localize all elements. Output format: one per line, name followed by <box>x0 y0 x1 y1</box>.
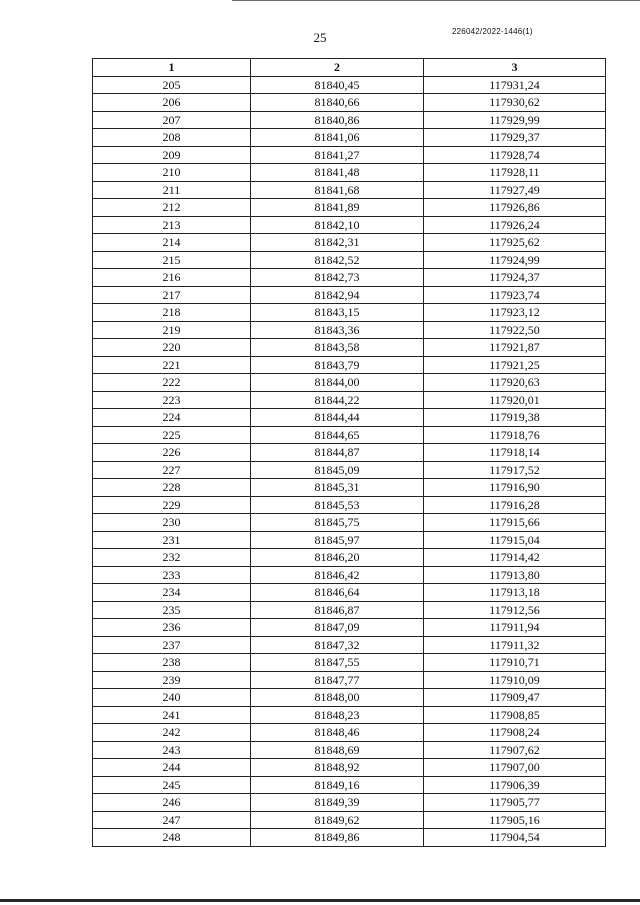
y-coordinate-cell: 117929,99 <box>424 111 606 129</box>
x-coordinate-cell: 81847,55 <box>251 654 424 672</box>
x-coordinate-cell: 81846,20 <box>251 549 424 567</box>
table-header <box>93 59 606 77</box>
x-coordinate-cell: 81847,32 <box>251 636 424 654</box>
page-number: 25 <box>313 30 327 45</box>
y-coordinate-cell: 117925,62 <box>424 234 606 252</box>
table-row <box>93 146 606 164</box>
table-row <box>93 706 606 724</box>
table-row <box>93 356 606 374</box>
table-row <box>93 391 606 409</box>
point-number-cell: 234 <box>93 584 251 602</box>
table-row <box>93 321 606 339</box>
bottom-rule <box>0 899 640 902</box>
y-coordinate-cell: 117928,11 <box>424 164 606 182</box>
table-row <box>93 129 606 147</box>
point-number-cell: 209 <box>93 146 251 164</box>
point-number-cell: 238 <box>93 654 251 672</box>
table-row <box>93 566 606 584</box>
x-coordinate-cell: 81845,97 <box>251 531 424 549</box>
table-row <box>93 286 606 304</box>
table-row <box>93 76 606 94</box>
x-coordinate-cell: 81843,36 <box>251 321 424 339</box>
y-coordinate-cell: 117918,14 <box>424 444 606 462</box>
table-row <box>93 461 606 479</box>
x-coordinate-cell: 81846,42 <box>251 566 424 584</box>
table-row <box>93 216 606 234</box>
x-coordinate-cell: 81844,00 <box>251 374 424 392</box>
table-row <box>93 724 606 742</box>
x-coordinate-cell: 81841,48 <box>251 164 424 182</box>
y-coordinate-cell: 117928,74 <box>424 146 606 164</box>
point-number-cell: 207 <box>93 111 251 129</box>
column-header-2: 2 <box>251 59 424 77</box>
point-number-cell: 228 <box>93 479 251 497</box>
table-row <box>93 636 606 654</box>
y-coordinate-cell: 117913,80 <box>424 566 606 584</box>
point-number-cell: 217 <box>93 286 251 304</box>
y-coordinate-cell: 117911,32 <box>424 636 606 654</box>
y-coordinate-cell: 117916,90 <box>424 479 606 497</box>
point-number-cell: 236 <box>93 619 251 637</box>
y-coordinate-cell: 117917,52 <box>424 461 606 479</box>
point-number-cell: 224 <box>93 409 251 427</box>
y-coordinate-cell: 117920,01 <box>424 391 606 409</box>
point-number-cell: 222 <box>93 374 251 392</box>
y-coordinate-cell: 117905,16 <box>424 811 606 829</box>
y-coordinate-cell: 117919,38 <box>424 409 606 427</box>
point-number-cell: 240 <box>93 689 251 707</box>
table-row <box>93 111 606 129</box>
x-coordinate-cell: 81842,31 <box>251 234 424 252</box>
y-coordinate-cell: 117920,63 <box>424 374 606 392</box>
table-row <box>93 811 606 829</box>
table-body <box>93 76 606 846</box>
table-row <box>93 444 606 462</box>
point-number-cell: 231 <box>93 531 251 549</box>
table-row <box>93 584 606 602</box>
y-coordinate-cell: 117909,47 <box>424 689 606 707</box>
x-coordinate-cell: 81841,27 <box>251 146 424 164</box>
column-header-1: 1 <box>93 59 251 77</box>
x-coordinate-cell: 81845,53 <box>251 496 424 514</box>
table-row <box>93 619 606 637</box>
table-row <box>93 549 606 567</box>
document-reference: 226042/2022-1446(1) <box>452 27 533 36</box>
table-row <box>93 164 606 182</box>
y-coordinate-cell: 117931,24 <box>424 76 606 94</box>
table-row <box>93 269 606 287</box>
y-coordinate-cell: 117912,56 <box>424 601 606 619</box>
y-coordinate-cell: 117907,62 <box>424 741 606 759</box>
point-number-cell: 245 <box>93 776 251 794</box>
x-coordinate-cell: 81840,86 <box>251 111 424 129</box>
x-coordinate-cell: 81844,87 <box>251 444 424 462</box>
x-coordinate-cell: 81844,22 <box>251 391 424 409</box>
point-number-cell: 218 <box>93 304 251 322</box>
table-row <box>93 374 606 392</box>
point-number-cell: 221 <box>93 356 251 374</box>
y-coordinate-cell: 117916,28 <box>424 496 606 514</box>
y-coordinate-cell: 117908,85 <box>424 706 606 724</box>
y-coordinate-cell: 117906,39 <box>424 776 606 794</box>
y-coordinate-cell: 117910,71 <box>424 654 606 672</box>
point-number-cell: 223 <box>93 391 251 409</box>
x-coordinate-cell: 81842,52 <box>251 251 424 269</box>
point-number-cell: 211 <box>93 181 251 199</box>
table-row <box>93 409 606 427</box>
x-coordinate-cell: 81846,87 <box>251 601 424 619</box>
y-coordinate-cell: 117923,74 <box>424 286 606 304</box>
x-coordinate-cell: 81849,62 <box>251 811 424 829</box>
point-number-cell: 235 <box>93 601 251 619</box>
point-number-cell: 214 <box>93 234 251 252</box>
table-row <box>93 601 606 619</box>
point-number-cell: 242 <box>93 724 251 742</box>
table-row <box>93 689 606 707</box>
x-coordinate-cell: 81845,31 <box>251 479 424 497</box>
x-coordinate-cell: 81848,69 <box>251 741 424 759</box>
point-number-cell: 244 <box>93 759 251 777</box>
table-row <box>93 234 606 252</box>
x-coordinate-cell: 81840,66 <box>251 94 424 112</box>
point-number-cell: 205 <box>93 76 251 94</box>
point-number-cell: 216 <box>93 269 251 287</box>
y-coordinate-cell: 117927,49 <box>424 181 606 199</box>
x-coordinate-cell: 81848,46 <box>251 724 424 742</box>
table-row <box>93 741 606 759</box>
point-number-cell: 233 <box>93 566 251 584</box>
y-coordinate-cell: 117921,87 <box>424 339 606 357</box>
x-coordinate-cell: 81842,10 <box>251 216 424 234</box>
point-number-cell: 212 <box>93 199 251 217</box>
x-coordinate-cell: 81845,75 <box>251 514 424 532</box>
table-row <box>93 654 606 672</box>
y-coordinate-cell: 117930,62 <box>424 94 606 112</box>
point-number-cell: 232 <box>93 549 251 567</box>
point-number-cell: 206 <box>93 94 251 112</box>
x-coordinate-cell: 81841,89 <box>251 199 424 217</box>
point-number-cell: 226 <box>93 444 251 462</box>
table-row <box>93 531 606 549</box>
point-number-cell: 208 <box>93 129 251 147</box>
y-coordinate-cell: 117905,77 <box>424 794 606 812</box>
table-row <box>93 94 606 112</box>
point-number-cell: 210 <box>93 164 251 182</box>
y-coordinate-cell: 117915,04 <box>424 531 606 549</box>
y-coordinate-cell: 117926,24 <box>424 216 606 234</box>
x-coordinate-cell: 81849,39 <box>251 794 424 812</box>
table-row <box>93 514 606 532</box>
table-row <box>93 496 606 514</box>
point-number-cell: 248 <box>93 829 251 847</box>
x-coordinate-cell: 81849,86 <box>251 829 424 847</box>
y-coordinate-cell: 117911,94 <box>424 619 606 637</box>
x-coordinate-cell: 81841,68 <box>251 181 424 199</box>
point-number-cell: 241 <box>93 706 251 724</box>
point-number-cell: 230 <box>93 514 251 532</box>
point-number-cell: 213 <box>93 216 251 234</box>
coordinates-table-container <box>92 58 605 847</box>
point-number-cell: 247 <box>93 811 251 829</box>
x-coordinate-cell: 81847,77 <box>251 671 424 689</box>
table-row <box>93 759 606 777</box>
x-coordinate-cell: 81844,44 <box>251 409 424 427</box>
table-row <box>93 339 606 357</box>
table-row <box>93 776 606 794</box>
x-coordinate-cell: 81847,09 <box>251 619 424 637</box>
table-row <box>93 829 606 847</box>
point-number-cell: 227 <box>93 461 251 479</box>
x-coordinate-cell: 81840,45 <box>251 76 424 94</box>
header-row <box>93 59 606 77</box>
x-coordinate-cell: 81841,06 <box>251 129 424 147</box>
x-coordinate-cell: 81846,64 <box>251 584 424 602</box>
point-number-cell: 246 <box>93 794 251 812</box>
y-coordinate-cell: 117907,00 <box>424 759 606 777</box>
x-coordinate-cell: 81843,79 <box>251 356 424 374</box>
x-coordinate-cell: 81843,15 <box>251 304 424 322</box>
y-coordinate-cell: 117904,54 <box>424 829 606 847</box>
x-coordinate-cell: 81849,16 <box>251 776 424 794</box>
top-rule <box>232 0 640 1</box>
x-coordinate-cell: 81848,00 <box>251 689 424 707</box>
point-number-cell: 220 <box>93 339 251 357</box>
y-coordinate-cell: 117926,86 <box>424 199 606 217</box>
point-number-cell: 239 <box>93 671 251 689</box>
y-coordinate-cell: 117915,66 <box>424 514 606 532</box>
y-coordinate-cell: 117910,09 <box>424 671 606 689</box>
point-number-cell: 219 <box>93 321 251 339</box>
point-number-cell: 215 <box>93 251 251 269</box>
y-coordinate-cell: 117908,24 <box>424 724 606 742</box>
y-coordinate-cell: 117923,12 <box>424 304 606 322</box>
x-coordinate-cell: 81842,73 <box>251 269 424 287</box>
table-row <box>93 794 606 812</box>
column-header-3: 3 <box>424 59 606 77</box>
table-row <box>93 181 606 199</box>
x-coordinate-cell: 81848,92 <box>251 759 424 777</box>
y-coordinate-cell: 117914,42 <box>424 549 606 567</box>
table-row <box>93 304 606 322</box>
x-coordinate-cell: 81842,94 <box>251 286 424 304</box>
table-row <box>93 479 606 497</box>
coordinates-table <box>92 58 606 847</box>
y-coordinate-cell: 117921,25 <box>424 356 606 374</box>
x-coordinate-cell: 81843,58 <box>251 339 424 357</box>
point-number-cell: 225 <box>93 426 251 444</box>
point-number-cell: 237 <box>93 636 251 654</box>
table-row <box>93 671 606 689</box>
y-coordinate-cell: 117922,50 <box>424 321 606 339</box>
y-coordinate-cell: 117913,18 <box>424 584 606 602</box>
y-coordinate-cell: 117924,99 <box>424 251 606 269</box>
table-row <box>93 426 606 444</box>
point-number-cell: 229 <box>93 496 251 514</box>
y-coordinate-cell: 117924,37 <box>424 269 606 287</box>
x-coordinate-cell: 81848,23 <box>251 706 424 724</box>
y-coordinate-cell: 117918,76 <box>424 426 606 444</box>
table-row <box>93 199 606 217</box>
point-number-cell: 243 <box>93 741 251 759</box>
table-row <box>93 251 606 269</box>
x-coordinate-cell: 81844,65 <box>251 426 424 444</box>
y-coordinate-cell: 117929,37 <box>424 129 606 147</box>
x-coordinate-cell: 81845,09 <box>251 461 424 479</box>
